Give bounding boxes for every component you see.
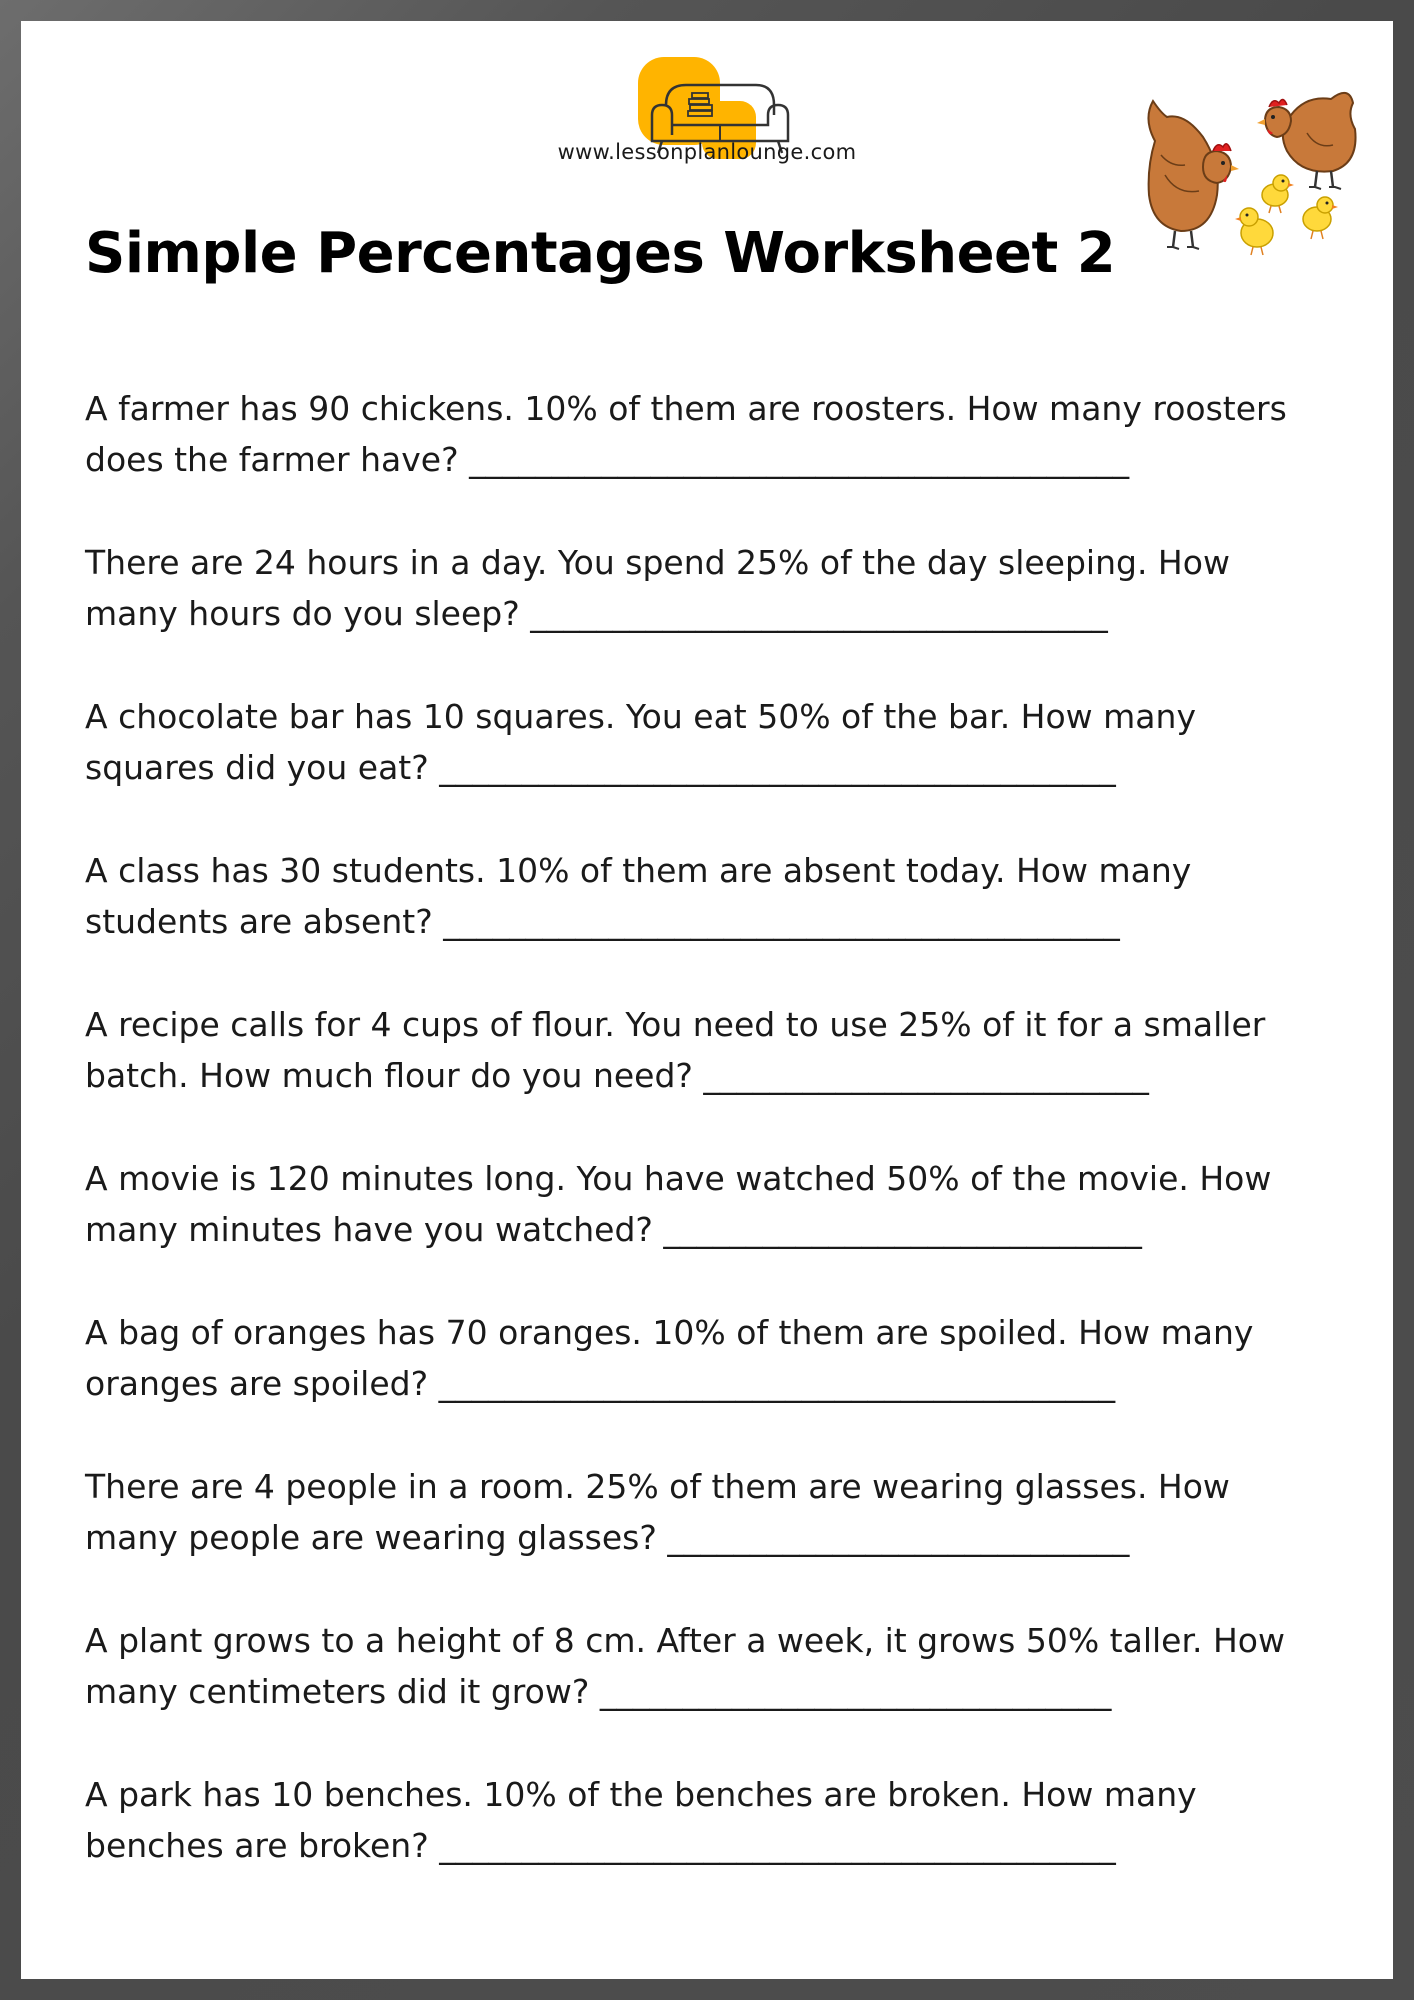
- question-text: A bag of oranges has 70 oranges. 10% of them are spoiled. How many: [85, 1313, 1254, 1352]
- worksheet-page: [21, 21, 1393, 1979]
- hens-and-chicks-illustration: [1141, 55, 1373, 265]
- question-text: A farmer has 90 chickens. 10% of them are roosters. How many roosters: [85, 389, 1287, 428]
- answer-line[interactable]: benches are broken? _________________________________________: [85, 1826, 1116, 1865]
- question-text: There are 4 people in a room. 25% of them are wearing glasses. How: [85, 1467, 1230, 1506]
- question-item: [85, 1615, 1375, 1717]
- answer-line[interactable]: many minutes have you watched? _____________________________: [85, 1210, 1142, 1249]
- chick-icon: [1262, 175, 1294, 213]
- question-item: [85, 999, 1375, 1101]
- page-title: Simple Percentages Worksheet 2: [85, 221, 1116, 286]
- question-item: [85, 1153, 1375, 1255]
- answer-line[interactable]: many people are wearing glasses? ____________________________: [85, 1518, 1130, 1557]
- question-item: [85, 1769, 1375, 1871]
- question-item: [85, 845, 1375, 947]
- question-text: There are 24 hours in a day. You spend 25% of the day sleeping. How: [85, 543, 1230, 582]
- answer-line[interactable]: batch. How much flour do you need? ___________________________: [85, 1056, 1149, 1095]
- question-text: A class has 30 students. 10% of them are absent today. How many: [85, 851, 1192, 890]
- question-item: [85, 1461, 1375, 1563]
- question-item: [85, 537, 1375, 639]
- question-text: A park has 10 benches. 10% of the benches are broken. How many: [85, 1775, 1197, 1814]
- answer-line[interactable]: squares did you eat? _________________________________________: [85, 748, 1116, 787]
- hen-icon: [1148, 101, 1239, 249]
- answer-line[interactable]: many centimeters did it grow? _______________________________: [85, 1672, 1112, 1711]
- question-item: [85, 691, 1375, 793]
- question-item: [85, 383, 1375, 485]
- chick-icon: [1235, 208, 1273, 255]
- question-text: A plant grows to a height of 8 cm. After a week, it grows 50% taller. How: [85, 1621, 1285, 1660]
- answer-line[interactable]: does the farmer have? ________________________________________: [85, 440, 1130, 479]
- question-list: [85, 383, 1375, 1923]
- answer-line[interactable]: oranges are spoiled? _________________________________________: [85, 1364, 1116, 1403]
- question-item: [85, 1307, 1375, 1409]
- hen-icon: [1257, 93, 1356, 189]
- answer-line[interactable]: students are absent? _________________________________________: [85, 902, 1120, 941]
- chick-icon: [1303, 197, 1338, 239]
- question-text: A chocolate bar has 10 squares. You eat 50% of the bar. How many: [85, 697, 1196, 736]
- question-text: A recipe calls for 4 cups of flour. You need to use 25% of it for a smaller: [85, 1005, 1266, 1044]
- answer-line[interactable]: many hours do you sleep? ___________________________________: [85, 594, 1108, 633]
- question-text: A movie is 120 minutes long. You have watched 50% of the movie. How: [85, 1159, 1272, 1198]
- website-url: www.lessonplanlounge.com: [557, 140, 857, 164]
